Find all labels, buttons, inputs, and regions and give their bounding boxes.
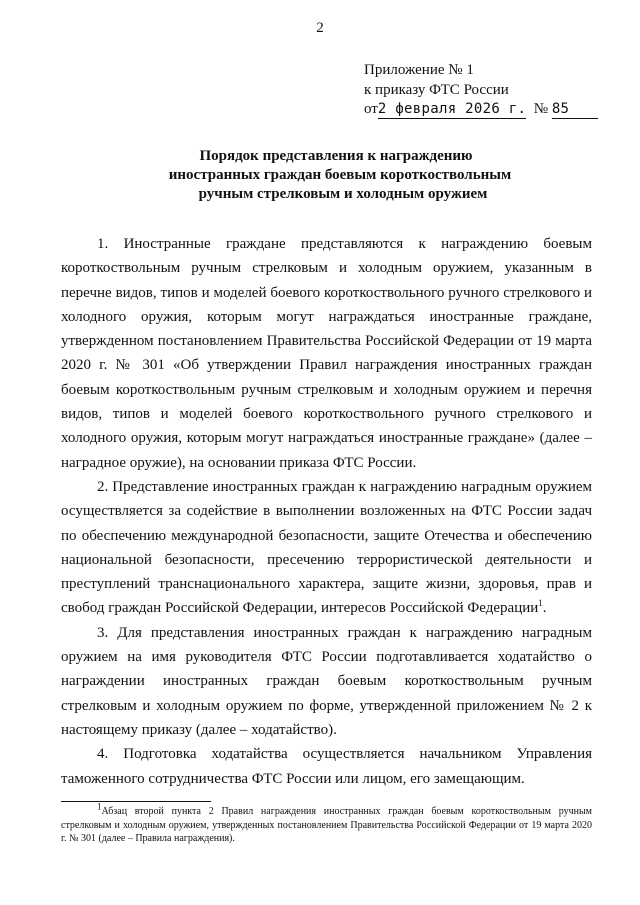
appendix-order-reference: к приказу ФТС России	[364, 81, 509, 98]
title-line-2: иностранных граждан боевым короткоствольным	[168, 167, 512, 183]
number-prefix: №	[533, 101, 549, 117]
document-body	[61, 232, 592, 791]
date-prefix: от	[364, 101, 378, 117]
title-line-1: Порядок представления к награждению	[199, 148, 473, 164]
footnote-reference[interactable]: 1	[538, 598, 543, 609]
footnote-text: Абзац второй пункта 2 Правил награждения иностранных граждан боевым короткоствольным ручным стрелковым и холодным оружием, утвержденных постановлением Правительства Российской Федерации от 19 марта 2020 г. № 301 (далее – Правила награждения).	[61, 806, 592, 844]
appendix-title: Приложение № 1	[364, 62, 474, 78]
footnote-divider	[61, 801, 211, 802]
footnote	[61, 801, 592, 846]
page-number: 2	[316, 20, 324, 36]
appendix-header	[364, 61, 598, 120]
paragraph-1: 1. Иностранные граждане представляются к награждению боевым короткоствольным ручным стрелковым и холодным оружием, указанным в перечне видов, типов и моделей боевого короткоствольного ручного стрелкового и холодного оружия, которым могут награждаться иностранные граждане, утвержденном постановлением Правительства Российской Федерации от 19 марта 2020 г. № 301 «Об утверждении Правил награждения иностранных граждан боевым короткоствольным ручным стрелковым и холодным оружием и перечня видов, типов и моделей боевого короткоствольного ручного стрелкового и холодного оружия, которым могут награждаться иностранные граждане» (далее – наградное оружие), на основании приказа ФТС России.	[61, 236, 592, 471]
paragraph-2-text: 2. Представление иностранных граждан к награждению наградным оружием осуществляется за содействие в выполнении возложенных на ФТС России задач по обеспечению международной безопасности, защите Отечества и обеспечению национальной безопасности, пресечению террористической деятельности и преступлений транснационального характера, защите жизни, здоровья, прав и свобод граждан Российской Федерации, интересов Российской Федерации	[61, 478, 592, 617]
order-number: 85	[552, 101, 598, 119]
title-line-3: ручным стрелковым и холодным оружием	[198, 186, 488, 202]
order-date: 2 февраля 2026 г.	[377, 101, 527, 117]
paragraph-3: 3. Для представления иностранных граждан к награждению наградным оружием на имя руководителя ФТС России подготавливается ходатайство о награждении иностранных граждан боевым короткоствольным ручным стрелковым и холодным оружием по форме, утвержденной приложением № 2 к настоящему приказу (далее – ходатайство).	[61, 624, 592, 738]
paragraph-2-end: .	[542, 600, 547, 617]
document-title	[0, 147, 640, 204]
paragraph-2	[61, 475, 592, 621]
footnote-marker: 1	[97, 801, 102, 812]
appendix-date-number-line	[364, 100, 598, 120]
paragraph-4: 4. Подготовка ходатайства осуществляется начальником Управления таможенного сотрудничества ФТС России или лицом, его замещающим.	[61, 746, 592, 787]
